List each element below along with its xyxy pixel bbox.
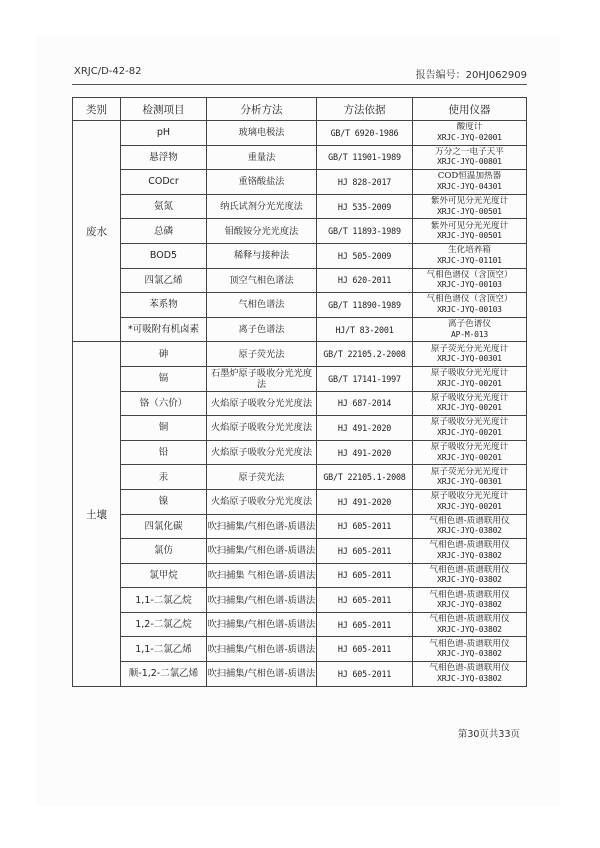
- instrument-name: 紫外可见分光光度计: [430, 196, 509, 207]
- item-cell: 1,1-二氯乙烷: [121, 588, 207, 613]
- item-cell: 氨氮: [121, 194, 207, 219]
- instrument-name: 气相色谱-质谱联用仪: [429, 515, 510, 526]
- item-cell: 镉: [121, 366, 207, 391]
- basis-cell: GB/T 11890-1989: [317, 293, 413, 318]
- instrument-name: 原子荧光分光光度计: [430, 466, 509, 477]
- basis-cell: HJ 605-2011: [317, 588, 413, 613]
- table-row: [73, 194, 527, 219]
- instrument-name: 生化培养箱: [448, 245, 491, 256]
- category-cell: 废水: [73, 121, 121, 342]
- method-table: [72, 97, 527, 687]
- instrument-name: 原子荧光分光光度计: [430, 343, 509, 354]
- column-header-item: 检测项目: [121, 98, 207, 121]
- table-row: [73, 268, 527, 293]
- instrument-code: XRJC-JYQ-04301: [437, 181, 502, 191]
- instrument-cell: [413, 317, 527, 342]
- instrument-code: XRJC-JYQ-00301: [437, 354, 502, 364]
- instrument-cell: [413, 465, 527, 490]
- instrument-code: XRJC-JYQ-00201: [437, 403, 502, 413]
- method-cell: 离子色谱法: [207, 317, 317, 342]
- item-cell: 四氯化碳: [121, 514, 207, 539]
- basis-cell: HJ 605-2011: [317, 637, 413, 662]
- header-rule: [72, 84, 527, 85]
- item-cell: 汞: [121, 465, 207, 490]
- method-cell: 火焰原子吸收分光光度法: [207, 489, 317, 514]
- instrument-name: 气相色谱-质谱联用仪: [429, 614, 510, 625]
- instrument-cell: [413, 440, 527, 465]
- instrument-cell: [413, 563, 527, 588]
- instrument-code: XRJC-JYQ-00201: [437, 452, 502, 462]
- basis-cell: HJ 535-2009: [317, 194, 413, 219]
- item-cell: 铅: [121, 440, 207, 465]
- method-cell: 原子荧光法: [207, 342, 317, 367]
- basis-cell: HJ 605-2011: [317, 612, 413, 637]
- instrument-name: 万分之一电子天平: [435, 146, 504, 157]
- item-cell: 砷: [121, 342, 207, 367]
- table-row: [73, 121, 527, 146]
- method-cell: 吹扫捕集 气相色谱-质谱法: [207, 563, 317, 588]
- instrument-cell: [413, 588, 527, 613]
- basis-cell: GB/T 17141-1997: [317, 366, 413, 391]
- method-cell: 钼酸铵分光光度法: [207, 219, 317, 244]
- instrument-code: XRJC-JYQ-03802: [437, 575, 502, 585]
- table-row: [73, 170, 527, 195]
- instrument-cell: [413, 243, 527, 268]
- table-row: [73, 588, 527, 613]
- report-number-label: 报告编号：: [415, 70, 466, 81]
- instrument-cell: [413, 416, 527, 441]
- method-cell: 玻璃电极法: [207, 121, 317, 146]
- instrument-code: XRJC-JYQ-03802: [437, 624, 502, 634]
- item-cell: 苯系物: [121, 293, 207, 318]
- method-cell: 石墨炉原子吸收分光光度法: [207, 366, 317, 391]
- basis-cell: HJ/T 83-2001: [317, 317, 413, 342]
- basis-cell: GB/T 11893-1989: [317, 219, 413, 244]
- instrument-name: 原子吸收分光光度计: [430, 491, 509, 502]
- column-header-category: 类别: [73, 98, 121, 121]
- table-row: [73, 293, 527, 318]
- instrument-code: XRJC-JYQ-00103: [437, 280, 502, 290]
- instrument-name: 原子吸收分光光度计: [430, 442, 509, 453]
- basis-cell: HJ 605-2011: [317, 514, 413, 539]
- instrument-cell: [413, 145, 527, 170]
- item-cell: 氯甲烷: [121, 563, 207, 588]
- method-cell: 火焰原子吸收分光光度法: [207, 391, 317, 416]
- table-row: [73, 366, 527, 391]
- instrument-cell: [413, 366, 527, 391]
- table-row: [73, 465, 527, 490]
- instrument-name: 原子吸收分光光度计: [430, 417, 509, 428]
- basis-cell: HJ 491-2020: [317, 440, 413, 465]
- table-header-row: [73, 98, 527, 121]
- instrument-name: 气相色谱-质谱联用仪: [429, 638, 510, 649]
- method-cell: 顶空气相色谱法: [207, 268, 317, 293]
- method-cell: 吹扫捕集/气相色谱-质谱法: [207, 662, 317, 687]
- basis-cell: HJ 605-2011: [317, 539, 413, 564]
- instrument-cell: [413, 342, 527, 367]
- page-header: [74, 66, 527, 84]
- instrument-code: XRJC-JYQ-03802: [437, 600, 502, 610]
- instrument-code: XRJC-JYQ-00801: [437, 157, 502, 167]
- instrument-cell: [413, 219, 527, 244]
- method-cell: 吹扫捕集/气相色谱-质谱法: [207, 637, 317, 662]
- page-footer: 第30页共33页: [457, 729, 520, 740]
- item-cell: 铜: [121, 416, 207, 441]
- instrument-code: XRJC-JYQ-00103: [437, 304, 502, 314]
- report-number-value: 20HJ062909: [465, 70, 527, 81]
- method-cell: 重铬酸盐法: [207, 170, 317, 195]
- table-row: [73, 662, 527, 687]
- table-row: [73, 219, 527, 244]
- method-cell: 吹扫捕集/气相色谱-质谱法: [207, 588, 317, 613]
- instrument-name: 原子吸收分光光度计: [430, 368, 509, 379]
- instrument-code: XRJC-JYQ-00201: [437, 501, 502, 511]
- instrument-name: 气相色谱仪（含顶空）: [426, 294, 513, 305]
- instrument-cell: [413, 637, 527, 662]
- basis-cell: GB/T 11901-1989: [317, 145, 413, 170]
- item-cell: 1,2-二氯乙烷: [121, 612, 207, 637]
- instrument-code: XRJC-JYQ-00201: [437, 378, 502, 388]
- instrument-cell: [413, 612, 527, 637]
- basis-cell: HJ 505-2009: [317, 243, 413, 268]
- item-cell: 四氯乙烯: [121, 268, 207, 293]
- column-header-method: 分析方法: [207, 98, 317, 121]
- basis-cell: GB/T 22105.2-2008: [317, 342, 413, 367]
- method-cell: 气相色谱法: [207, 293, 317, 318]
- method-cell: 原子荧光法: [207, 465, 317, 490]
- table-row: [73, 342, 527, 367]
- item-cell: 镍: [121, 489, 207, 514]
- instrument-cell: [413, 194, 527, 219]
- item-cell: *可吸附有机卤素: [121, 317, 207, 342]
- instrument-name: 气相色谱-质谱联用仪: [429, 663, 510, 674]
- method-cell: 吹扫捕集/气相色谱-质谱法: [207, 514, 317, 539]
- table-row: [73, 243, 527, 268]
- item-cell: 铬（六价）: [121, 391, 207, 416]
- instrument-cell: [413, 539, 527, 564]
- instrument-cell: [413, 293, 527, 318]
- table-row: [73, 416, 527, 441]
- basis-cell: HJ 620-2011: [317, 268, 413, 293]
- table-row: [73, 145, 527, 170]
- instrument-name: 气相色谱-质谱联用仪: [429, 540, 510, 551]
- table-row: [73, 440, 527, 465]
- instrument-name: 气相色谱-质谱联用仪: [429, 589, 510, 600]
- method-cell: 吹扫捕集/气相色谱-质谱法: [207, 612, 317, 637]
- instrument-name: 离子色谱仪: [448, 319, 491, 330]
- instrument-code: XRJC-JYQ-03802: [437, 526, 502, 536]
- table-row: [73, 612, 527, 637]
- instrument-cell: [413, 662, 527, 687]
- basis-cell: GB/T 22105.1-2008: [317, 465, 413, 490]
- instrument-code: XRJC-JYQ-03802: [437, 673, 502, 683]
- table-row: [73, 391, 527, 416]
- table-row: [73, 489, 527, 514]
- item-cell: 顺-1,2-二氯乙烯: [121, 662, 207, 687]
- instrument-cell: [413, 170, 527, 195]
- item-cell: 1,1-二氯乙烯: [121, 637, 207, 662]
- method-cell: 稀释与接种法: [207, 243, 317, 268]
- instrument-code: XRJC-JYQ-00301: [437, 477, 502, 487]
- instrument-cell: [413, 489, 527, 514]
- instrument-code: XRJC-JYQ-03802: [437, 550, 502, 560]
- basis-cell: HJ 491-2020: [317, 489, 413, 514]
- table-row: [73, 637, 527, 662]
- basis-cell: HJ 605-2011: [317, 563, 413, 588]
- method-cell: 火焰原子吸收分光光度法: [207, 416, 317, 441]
- column-header-basis: 方法依据: [317, 98, 413, 121]
- instrument-name: 紫外可见分光光度计: [430, 220, 509, 231]
- column-header-instrument: 使用仪器: [413, 98, 527, 121]
- instrument-cell: [413, 121, 527, 146]
- method-cell: 火焰原子吸收分光光度法: [207, 440, 317, 465]
- instrument-code: XRJC-JYQ-00201: [437, 427, 502, 437]
- basis-cell: HJ 605-2011: [317, 662, 413, 687]
- item-cell: 总磷: [121, 219, 207, 244]
- item-cell: CODcr: [121, 170, 207, 195]
- instrument-code: XRJC-JYQ-02001: [437, 132, 502, 142]
- item-cell: BOD5: [121, 243, 207, 268]
- instrument-name: 气相色谱-质谱联用仪: [429, 564, 510, 575]
- report-number: [416, 66, 527, 81]
- instrument-code: AP-M-013: [451, 329, 488, 339]
- basis-cell: HJ 687-2014: [317, 391, 413, 416]
- item-cell: pH: [121, 121, 207, 146]
- item-cell: 悬浮物: [121, 145, 207, 170]
- table-row: [73, 563, 527, 588]
- method-cell: 纳氏试剂分光光度法: [207, 194, 317, 219]
- document-code: XRJC/D-42-82: [74, 66, 142, 77]
- instrument-cell: [413, 514, 527, 539]
- basis-cell: GB/T 6920-1986: [317, 121, 413, 146]
- instrument-name: 酸度计: [456, 122, 483, 133]
- table-row: [73, 317, 527, 342]
- instrument-code: XRJC-JYQ-01101: [437, 255, 502, 265]
- table-body: [73, 121, 527, 687]
- instrument-code: XRJC-JYQ-00501: [437, 206, 502, 216]
- item-cell: 氯仿: [121, 539, 207, 564]
- method-cell: 吹扫捕集/气相色谱-质谱法: [207, 539, 317, 564]
- method-cell: 重量法: [207, 145, 317, 170]
- basis-cell: HJ 491-2020: [317, 416, 413, 441]
- instrument-name: COD恒温加热器: [437, 171, 502, 182]
- instrument-code: XRJC-JYQ-00501: [437, 231, 502, 241]
- table-row: [73, 539, 527, 564]
- instrument-name: 气相色谱仪（含顶空）: [426, 269, 513, 280]
- table-row: [73, 514, 527, 539]
- instrument-code: XRJC-JYQ-03802: [437, 649, 502, 659]
- instrument-cell: [413, 391, 527, 416]
- basis-cell: HJ 828-2017: [317, 170, 413, 195]
- instrument-cell: [413, 268, 527, 293]
- instrument-name: 原子吸收分光光度计: [430, 392, 509, 403]
- category-cell: 土壤: [73, 342, 121, 686]
